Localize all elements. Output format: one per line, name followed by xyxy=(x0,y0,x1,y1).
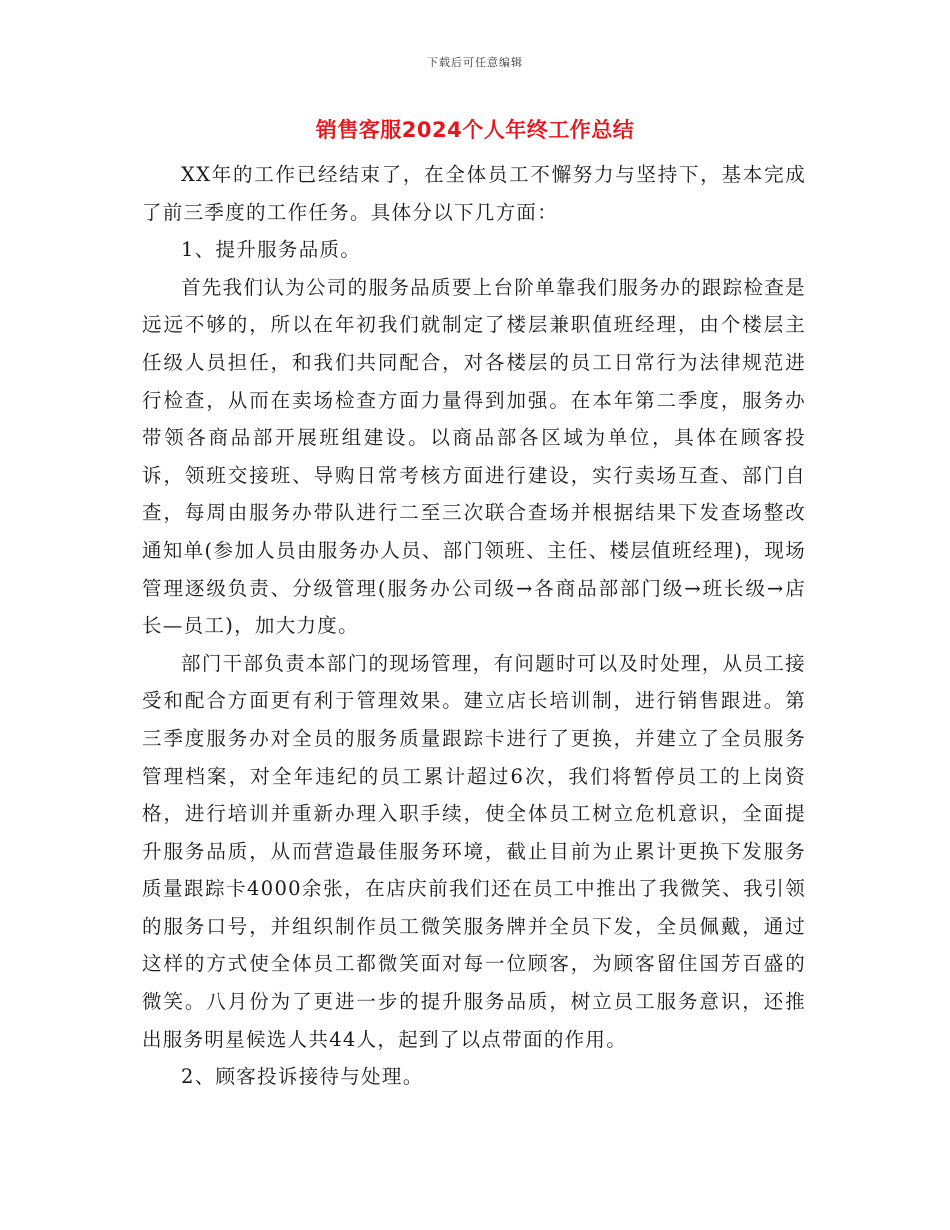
document-title: 销售客服2024个人年终工作总结 xyxy=(315,118,635,142)
section-heading-1: 1、提升服务品质。 xyxy=(181,238,362,262)
paragraph-intro: XX年的工作已经结束了，在全体员工不懈努力与坚持下，基本完成了前三季度的工作任务。具体分以下几方面： xyxy=(142,163,806,224)
paragraph-service-quality: 首先我们认为公司的服务品质要上台阶单靠我们服务办的跟踪检查是远远不够的，所以在年初我们就制定了楼层兼职值班经理，由个楼层主任级人员担任，和我们共同配合，对各楼层的员工日常行为法律规范进行检查，从而在卖场检查方面力量得到加强。在本年第二季度，服务办带领各商品部开展班组建设。以商品部各区域为单位，具体在顾客投诉，领班交接班、导购日常考核方面进行建设，实行卖场互查、部门自查，每周由服务办带队进行二至三次联合查场并根据结果下发查场整改通知单(参加人员由服务办人员、部门领班、主任、楼层值班经理)，现场管理逐级负责、分级管理(服务办公司级→各商品部部门级→班长级→店长—员工)，加大力度。 xyxy=(142,275,806,638)
paragraph-management: 部门干部负责本部门的现场管理，有问题时可以及时处理，从员工接受和配合方面更有利于管理效果。建立店长培训制，进行销售跟进。第三季度服务办对全员的服务质量跟踪卡进行了更换，并建立了全员服务管理档案，对全年违纪的员工累计超过6次，我们将暂停员工的上岗资格，进行培训并重新办理入职手续，使全体员工树立危机意识，全面提升服务品质，从而营造最佳服务环境，截止目前为止累计更换下发服务质量跟踪卡4000余张，在店庆前我们还在员工中推出了我微笑、我引领的服务口号，并组织制作员工微笑服务牌并全员下发，全员佩戴，通过这样的方式使全体员工都微笑面对每一位顾客，为顾客留住国芳百盛的微笑。八月份为了更进一步的提升服务品质，树立员工服务意识，还推出服务明星候选人共44人，起到了以点带面的作用。 xyxy=(142,651,806,1051)
header-note: 下载后可任意编辑 xyxy=(427,56,523,69)
section-heading-2: 2、顾客投诉接待与处理。 xyxy=(181,1065,424,1089)
document-body xyxy=(142,156,806,1096)
